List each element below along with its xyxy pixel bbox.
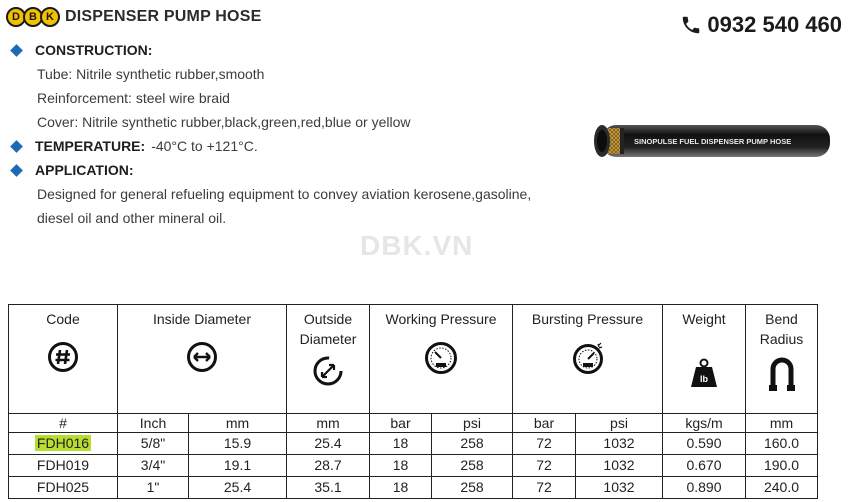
- table-cell: 3/4": [118, 455, 189, 477]
- code-cell: [9, 433, 118, 455]
- diameter-arrows-icon: [186, 341, 218, 373]
- table-cell: 25.4: [287, 433, 370, 455]
- col-working-pressure: [370, 305, 513, 414]
- table-cell: 18: [370, 455, 432, 477]
- table-cell: 15.9: [189, 433, 287, 455]
- table-cell: 258: [432, 433, 513, 455]
- burst-gauge-icon: [571, 341, 605, 375]
- code-cell: FDH019: [9, 455, 118, 477]
- bend-radius-icon: [767, 355, 797, 393]
- temperature-label: TEMPERATURE:: [35, 138, 146, 154]
- table-cell: 35.1: [287, 477, 370, 499]
- highlighted-code: FDH016: [36, 435, 90, 451]
- phone-number[interactable]: [680, 12, 842, 38]
- col-bend-radius: [746, 305, 818, 414]
- logo-letter-k: K: [40, 7, 60, 27]
- hose-label: SINOPULSE FUEL DISPENSER PUMP HOSE: [634, 137, 792, 146]
- unit-cell: psi: [432, 414, 513, 433]
- diamond-bullet-icon: [10, 164, 23, 177]
- construction-label: CONSTRUCTION:: [35, 42, 153, 58]
- table-row: [9, 433, 818, 455]
- reinforcement-line: Reinforcement: steel wire braid: [37, 90, 230, 106]
- table-cell: 72: [513, 455, 576, 477]
- unit-cell: Inch: [118, 414, 189, 433]
- table-cell: 190.0: [746, 455, 818, 477]
- dbk-logo-badge: [6, 7, 57, 27]
- weight-icon: [689, 357, 719, 389]
- table-row: [9, 455, 818, 477]
- svg-text:lb: lb: [700, 374, 708, 384]
- spec-table: [8, 304, 818, 499]
- col-outside-diameter-label-2: Diameter: [299, 331, 357, 347]
- spec-section: [10, 38, 610, 230]
- table-cell: 240.0: [746, 477, 818, 499]
- diamond-bullet-icon: [10, 140, 23, 153]
- col-weight-label: Weight: [682, 311, 726, 327]
- table-cell: 0.890: [663, 477, 746, 499]
- col-bursting-pressure-label: Bursting Pressure: [531, 311, 644, 327]
- table-cell: 258: [432, 477, 513, 499]
- col-bend-radius-label-1: Bend: [765, 311, 798, 327]
- col-bend-radius-label-2: Radius: [759, 331, 804, 347]
- col-weight: [663, 305, 746, 414]
- temperature-value: -40°C to +121°C.: [151, 138, 258, 154]
- units-row: [9, 414, 818, 433]
- table-cell: 72: [513, 477, 576, 499]
- table-cell: 258: [432, 455, 513, 477]
- col-working-pressure-label: Working Pressure: [385, 311, 497, 327]
- table-cell: 1": [118, 477, 189, 499]
- col-outside-diameter: [287, 305, 370, 414]
- table-cell: 19.1: [189, 455, 287, 477]
- unit-cell: psi: [576, 414, 663, 433]
- phone-icon: [680, 14, 702, 36]
- col-code: [9, 305, 118, 414]
- col-inside-diameter: [118, 305, 287, 414]
- table-cell: 25.4: [189, 477, 287, 499]
- unit-cell: #: [9, 414, 118, 433]
- cover-line: Cover: Nitrile synthetic rubber,black,green,red,blue or yellow: [37, 114, 411, 130]
- brand-logo: [6, 7, 261, 27]
- hose-image: [590, 122, 838, 160]
- table-cell: 1032: [576, 455, 663, 477]
- logo-letter-b: B: [23, 7, 43, 27]
- unit-cell: mm: [189, 414, 287, 433]
- unit-cell: bar: [370, 414, 432, 433]
- watermark: DBK.VN: [360, 230, 474, 261]
- application-label: APPLICATION:: [35, 162, 134, 178]
- construction-heading: [10, 38, 610, 62]
- unit-cell: mm: [746, 414, 818, 433]
- application-line-1: Designed for general refueling equipment to convey aviation kerosene,gasoline,: [37, 186, 532, 202]
- logo-letter-d: D: [6, 7, 26, 27]
- outside-diameter-icon: [312, 355, 344, 387]
- table-cell: 1032: [576, 477, 663, 499]
- col-code-label: Code: [46, 311, 80, 327]
- table-cell: 18: [370, 433, 432, 455]
- application-line-2: diesel oil and other mineral oil.: [37, 210, 227, 226]
- gauge-icon: [424, 341, 458, 375]
- unit-cell: kgs/m: [663, 414, 746, 433]
- col-outside-diameter-label-1: Outside: [303, 311, 353, 327]
- page-title: DISPENSER PUMP HOSE: [65, 8, 262, 25]
- table-cell: 0.670: [663, 455, 746, 477]
- application-heading: [10, 158, 610, 182]
- table-row: [9, 477, 818, 499]
- table-cell: 5/8": [118, 433, 189, 455]
- unit-cell: mm: [287, 414, 370, 433]
- table-cell: 28.7: [287, 455, 370, 477]
- tube-line: Tube: Nitrile synthetic rubber,smooth: [37, 66, 265, 82]
- table-cell: 18: [370, 477, 432, 499]
- phone-number-text: 0932 540 460: [707, 12, 842, 37]
- hash-icon: [47, 341, 79, 373]
- table-cell: 160.0: [746, 433, 818, 455]
- unit-cell: bar: [513, 414, 576, 433]
- table-cell: 72: [513, 433, 576, 455]
- col-inside-diameter-label: Inside Diameter: [152, 311, 252, 327]
- table-cell: 0.590: [663, 433, 746, 455]
- temperature-row: [10, 134, 610, 158]
- table-header-row: [9, 305, 818, 414]
- table-cell: 1032: [576, 433, 663, 455]
- col-bursting-pressure: [513, 305, 663, 414]
- diamond-bullet-icon: [10, 44, 23, 57]
- code-cell: FDH025: [9, 477, 118, 499]
